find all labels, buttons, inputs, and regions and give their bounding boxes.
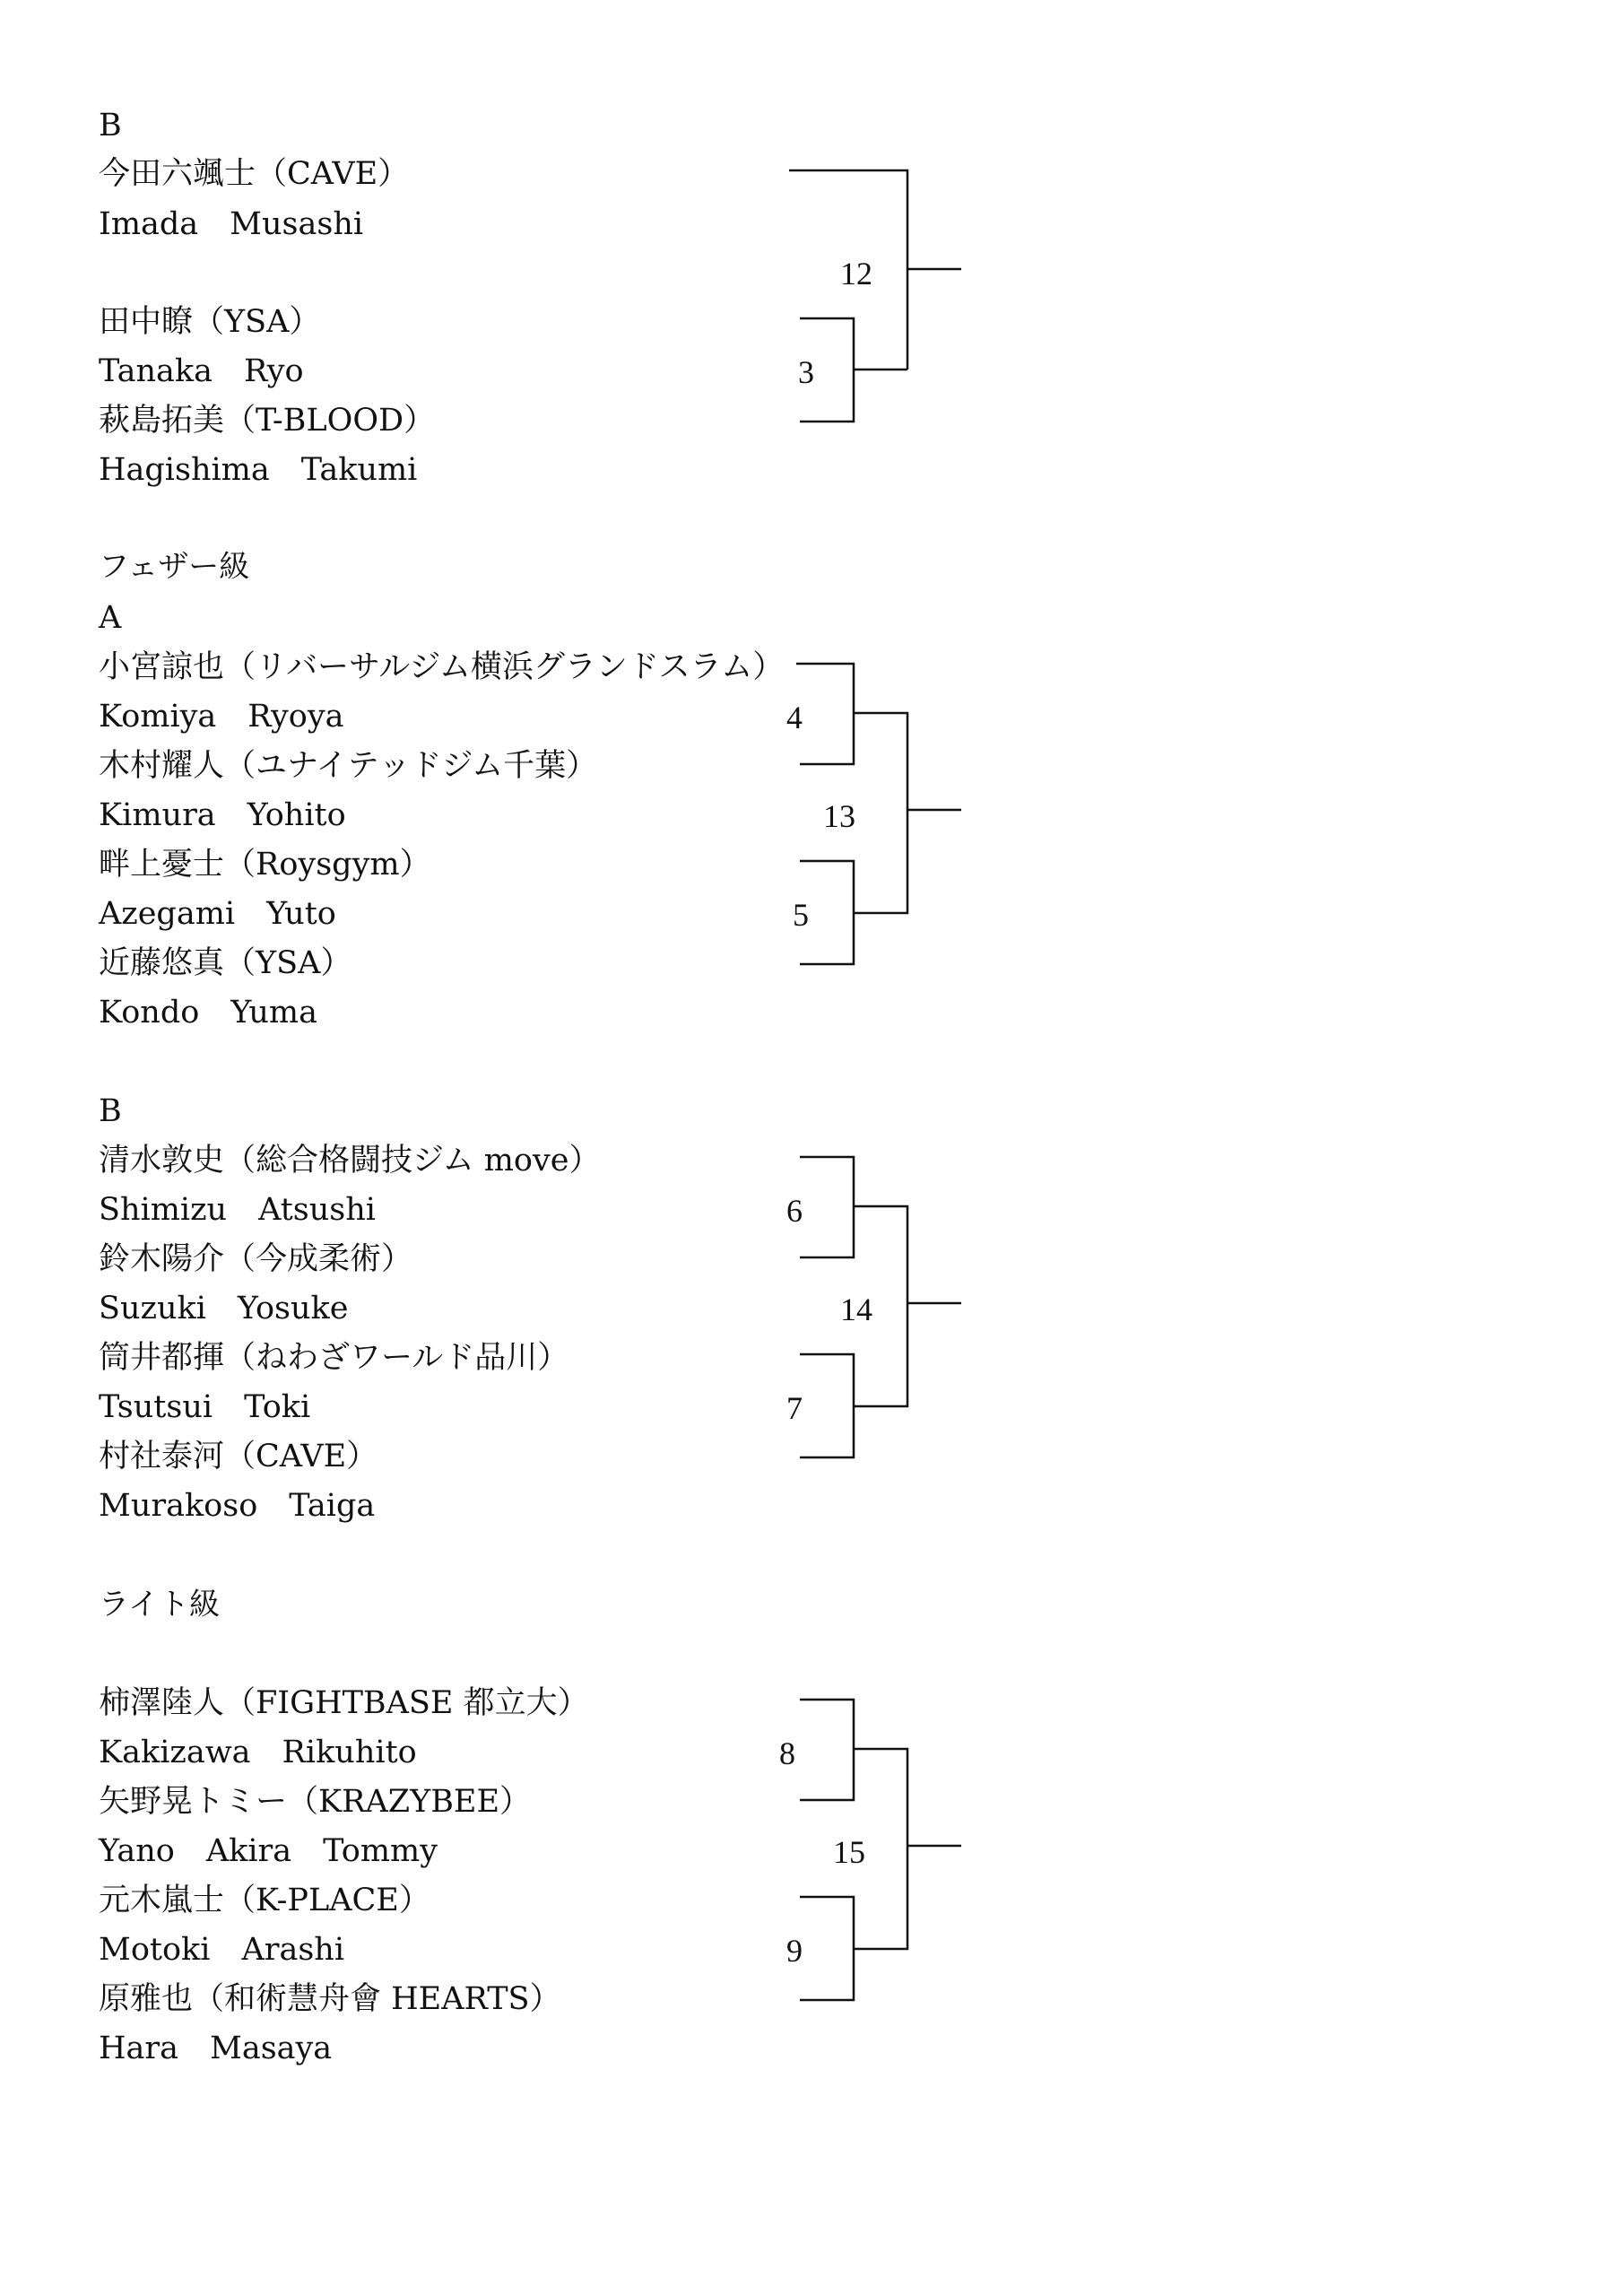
- bracket-line: [800, 1700, 854, 1800]
- match-number: 6: [786, 1193, 803, 1229]
- match-number: 15: [833, 1834, 865, 1870]
- match-number: 13: [823, 798, 855, 834]
- fighter-name-jp: 筒井都揮（ねわざワールド品川）: [99, 1340, 569, 1376]
- fighter-name-jp: 元木嵐士（K-PLACE）: [99, 1883, 430, 1918]
- fighter-name-jp: 柿澤陸人（FIGHTBASE 都立大）: [99, 1685, 589, 1721]
- match-number: 9: [786, 1933, 803, 1969]
- fighter-name-jp: 萩島拓美（T-BLOOD）: [99, 403, 436, 439]
- fighter-name-jp: 田中瞭（YSA）: [99, 304, 321, 340]
- section-title-feather: フェザー級: [99, 549, 250, 585]
- match-number: 4: [786, 700, 803, 735]
- match-number: 8: [779, 1735, 795, 1771]
- fighter-name-en: Murakoso Taiga: [99, 1488, 376, 1524]
- fighter-name-en: Motoki Arashi: [99, 1932, 345, 1968]
- bracket-line: [789, 170, 907, 370]
- fighter-name-jp: 村社泰河（CAVE）: [99, 1439, 378, 1474]
- bracket-line: [800, 1354, 854, 1457]
- match-number: 3: [798, 354, 814, 390]
- fighter-name-jp: 原雅也（和術慧舟會 HEARTS）: [99, 1981, 561, 2017]
- fighter-name-en: Tanaka Ryo: [99, 353, 304, 389]
- bracket-line: [800, 318, 854, 422]
- fighter-name-en: Hara Masaya: [99, 2031, 333, 2066]
- fighter-name-en: Azegami Yuto: [99, 896, 336, 932]
- section-title-light: ライト級: [99, 1587, 220, 1622]
- bracket-line: [796, 664, 854, 764]
- bracket-line: [854, 713, 907, 913]
- bracket-line: [800, 861, 854, 964]
- match-number: 14: [840, 1292, 872, 1327]
- fighter-name-en: Kimura Yohito: [99, 797, 346, 833]
- bracket-line: [800, 1157, 854, 1257]
- fighter-name-jp: 近藤悠真（YSA）: [99, 945, 352, 981]
- fighter-name-en: Komiya Ryoya: [99, 699, 344, 735]
- fighter-name-en: Kondo Yuma: [99, 995, 317, 1031]
- fighter-name-en: Hagishima Takumi: [99, 452, 418, 488]
- fighter-name-en: Imada Musashi: [99, 206, 364, 242]
- bracket-line: [800, 1897, 854, 2000]
- fighter-name-en: Shimizu Atsushi: [99, 1192, 377, 1228]
- fighter-name-jp: 清水敦史（総合格闘技ジム move）: [99, 1143, 601, 1178]
- fighter-name-en: Suzuki Yosuke: [99, 1291, 349, 1326]
- fighter-name-jp: 今田六颯士（CAVE）: [99, 156, 410, 192]
- match-number: 12: [840, 256, 872, 291]
- fighter-name-jp: 鈴木陽介（今成柔術）: [99, 1241, 413, 1277]
- match-number: 5: [793, 897, 809, 933]
- group-label-b: B: [99, 1093, 122, 1129]
- fighter-name-jp: 畔上憂士（Roysgym）: [99, 847, 431, 883]
- fighter-name-en: Yano Akira Tommy: [99, 1833, 438, 1869]
- bracket-line: [854, 1206, 907, 1406]
- fighter-name-en: Tsutsui Toki: [99, 1389, 311, 1425]
- fighter-name-jp: 木村耀人（ユナイテッドジム千葉）: [99, 748, 598, 784]
- match-number: 7: [786, 1390, 803, 1426]
- fighter-name-en: Kakizawa Rikuhito: [99, 1735, 417, 1770]
- group-label-a: A: [99, 600, 122, 636]
- fighter-name-jp: 小宮諒也（リバーサルジム横浜グランドスラム）: [99, 649, 785, 685]
- bracket-line: [854, 1749, 907, 1949]
- fighter-name-jp: 矢野晃トミー（KRAZYBEE）: [99, 1784, 532, 1820]
- group-label-b: B: [99, 108, 122, 144]
